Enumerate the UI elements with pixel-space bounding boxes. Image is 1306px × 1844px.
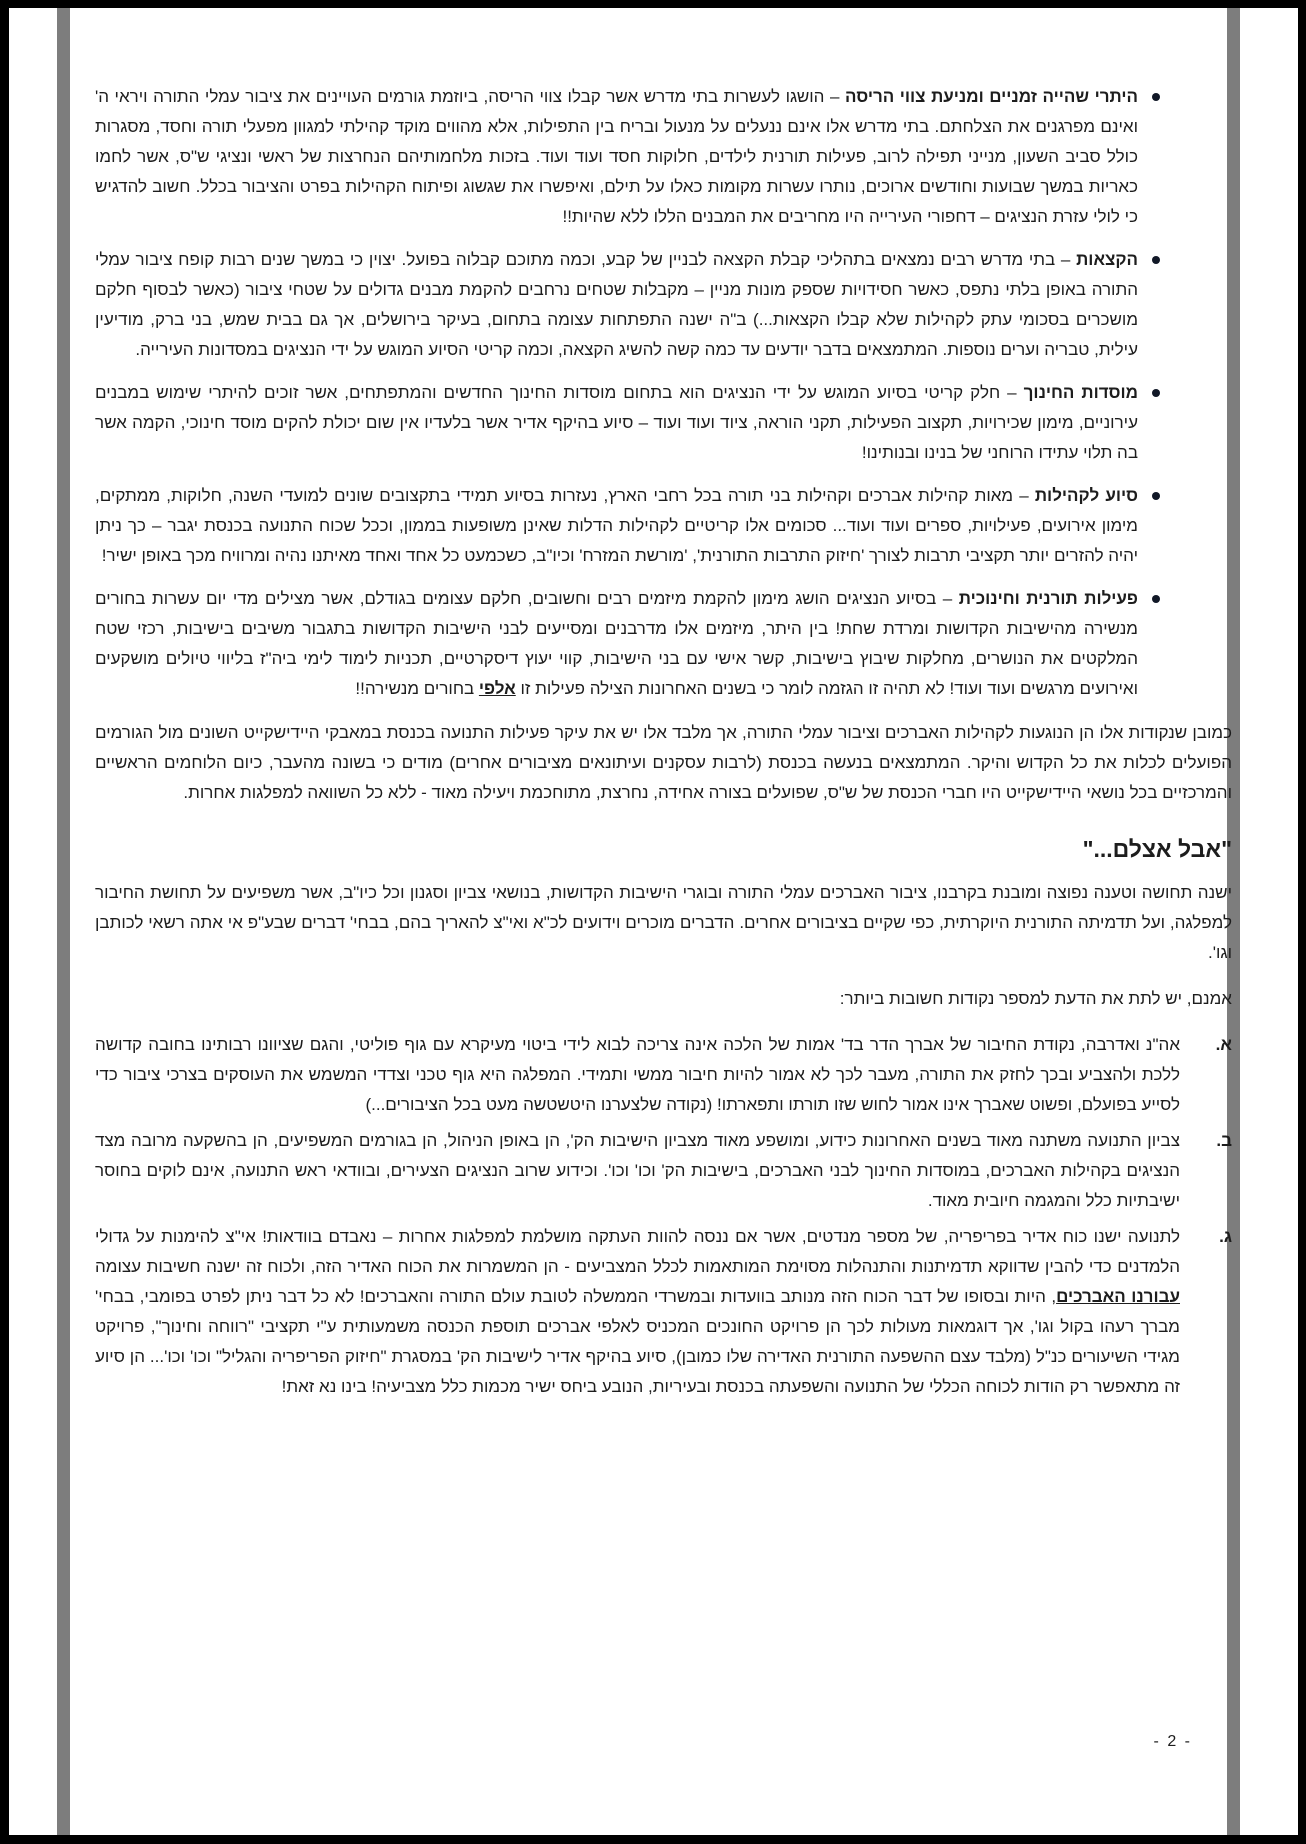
bullet-item-allocations xyxy=(95,245,1232,365)
point-letter: ג. xyxy=(1219,1227,1232,1246)
point-text: לתנועה ישנו כוח אדיר בפריפריה, של מספר מנדטים, אשר אם ננסה להוות העתקה מושלמת למפלגות אחרות – נאבדם בוודאות! אי"צ להימנות על גדולי הלמדנים כדי להבין שדווקא תדמיתנות והתנהלות מסוימת המותאמות לכלל המצביעים - הן המשמרות את הכוח האדיר הזה, ולכוח זה ישנה חשיבות עצומה עבורנו האברכים, היות ובסופו של דבר הכוח הזה מנותב בוועדות ובמשרדי הממשלה לטובת עולם התורה והאברכים! לא כל דבר ניתן לפרט בפומבי, בבחי' מברך רעהו בקול וגו', אך דוגמאות מעולות לכך הן פרויקט החונכים המכניס לאלפי אברכים תוספת הכנסה משמעותית ע"י תקציבי "רווחה וחינוך", פרויקט מגידי השיעורים כנ"ל (מלבד עצם ההשפעה התורנית האדירה שלו כמובן), סיוע בהיקף אדיר לישיבות הק' במסגרת "חיזוק הפריפריה והגליל" וכו' וכו'... הן סיוע זה מתאפשר רק הודות לכוחה הכללי של התנועה והשפעתה בכנסת ובעיריות, הנובע ביחס ישיר מכמות כלל מצביעיה! בינו נא זאת! xyxy=(95,1227,1180,1396)
bullet-item-demolition-orders xyxy=(95,82,1232,232)
point-letter: ב. xyxy=(1216,1131,1232,1150)
bullet-text: מוסדות החינוך – חלק קריטי בסיוע המוגש על ידי הנציגים הוא בתחום מוסדות החינוך החדשים והמתפתחים, אשר זוכים להיתרי שימוש במבנים עירוניים, מימון שכירויות, תקצוב הפעילות, תקני הוראה, ציוד ועוד ועוד – סיוע בהיקף אדיר אשר בלעדיו אין שום יכולת להקים מוסד חינוכי, הקמה אשר בה תלוי עתידו הרוחני של בנינו ובנותינו! xyxy=(95,383,1138,462)
bullet-item-community-aid xyxy=(95,481,1232,571)
bullet-text: היתרי שהייה זמניים ומניעת צווי הריסה – הושגו לעשרות בתי מדרש אשר קבלו צווי הריסה, ביוזמת גורמים העויינים את ציבור עמלי התורה ויראי ה' ואינם מפרגנים את הצלחתם. בתי מדרש אלו אינם ננעלים על מנעול ובריח בין התפילות, אלא מהווים מוקד קהילתי למגוון מפעלי תורה וחסד, מסגרות כולל סביב השעון, מנייני תפילה לרוב, פעילות תורנית לילדים, חלוקות חסד ועוד ועוד. בזכות מלחמותיהם הנחרצות של ראשי ונציגי ש"ס, אשר לחמו כאריות במשך שבועות וחודשים ארוכים, נותרו עשרות מקומות כאלו על תילם, ואיפשרו את שגשוג ופיתוח הקהילות בפרט והציבור בכלל. חשוב להדגיש כי לולי עזרת הנציגים – דחפורי העירייה היו מחריבים את המבנים הללו ללא שהיות!! xyxy=(95,87,1139,226)
document-page xyxy=(9,8,1298,1835)
bullet-icon xyxy=(1152,492,1160,500)
bullet-lead: היתרי שהייה זמניים ומניעת צווי הריסה xyxy=(845,87,1139,106)
bullet-icon xyxy=(1152,389,1160,397)
point-aleph xyxy=(95,1030,1232,1120)
point-gimel xyxy=(95,1222,1232,1402)
bullet-text: פעילות תורנית וחינוכית – בסיוע הנציגים הושג מימון להקמת מיזמים רבים וחשובים, חלקם עצומים בגודלם, אשר מצילים מדי יום עשרות בחורים מנשירה מהישיבות הקדושות ומרדת שחת! בין היתר, מיזמים אלו מדרבנים ומסייעים לבני הישיבות הקדושות בתגבור משיבים בישיבות, רכזי שטח המלקטים את הנושרים, מחלקות שיבוץ בישיבות, קשר אישי עם בני הישיבות, קווי יעוץ דיסקרטיים, תכניות לימוד לימי ביה"ז בליווי טיולים מושקעים ואירועים מרגשים ועוד ועוד! לא תהיה זו הגזמה לומר כי בשנים האחרונות הצילה פעילות זו אלפי בחורים מנשירה!! xyxy=(95,589,1139,698)
points-intro-line: אמנם, יש לתת את הדעת למספר נקודות חשובות ביותר: xyxy=(839,989,1232,1008)
page-number: - 2 - xyxy=(1153,1733,1192,1750)
section-heading: "אבל אצלם..." xyxy=(1082,836,1232,862)
point-text: אה"נ ואדרבה, נקודת החיבור של אברך הדר בד' אמות של הלכה אינה צריכה לבוא לידי ביטוי מעיקרא עם גוף פוליטי, והגם שציוונו רבותינו בחובה קדושה ללכת ולהצביע ובכך לחזק את התורה, מעבר לכך לא אמור להיות חיבור ממשי ותמידי. המפלגה היא גוף טכני וצדדי המשמש את העוסקים בצרכי ציבור כדי לסייע בפועלם, ופשוט שאברך אינו אמור לחוש שזו תורתו ותפארתו! (נקודה שלצערנו היטשטשה מעט בכל הציבורים...) xyxy=(95,1035,1180,1114)
bullet-icon xyxy=(1152,256,1160,264)
point-bet xyxy=(95,1126,1232,1216)
document-content xyxy=(95,82,1232,1408)
bullet-text: סיוע לקהילות – מאות קהילות אברכים וקהילות בני תורה בכל רחבי הארץ, נעזרות בסיוע תמידי בתקצובים שונים למועדי השנה, חלוקות, ממתקים, מימון אירועים, פעילויות, ספרים ועוד ועוד... סכומים אלו קריטיים לקהילות הדלות שאינן משופעות בממון, וככל שכוח התנועה בכנסת יגבר – כך ניתן יהיה להזרים יותר תקציבי תרבות לצורך 'חיזוק התרבות התורנית', 'מורשת המזרח' וכיו"ב, כשכמעט כל אחד ואחד מאיתנו נהיה ומרוויח מכך באופן ישיר! xyxy=(95,486,1138,565)
bullet-item-torah-educational-activity xyxy=(95,584,1232,704)
lettered-points-list xyxy=(95,1030,1232,1402)
bullet-lead: סיוע לקהילות xyxy=(1034,486,1138,505)
underlined-phrase: עבורנו האברכים xyxy=(1056,1287,1180,1306)
bullet-icon xyxy=(1152,93,1160,101)
underlined-word: אלפי xyxy=(478,679,516,698)
left-page-edge-bar xyxy=(57,8,70,1835)
point-letter: א. xyxy=(1215,1035,1232,1054)
bullet-lead: פעילות תורנית וחינוכית xyxy=(958,589,1139,608)
point-text: צביון התנועה משתנה מאוד בשנים האחרונות כידוע, ומושפע מאוד מצביון הישיבות הק', הן באופן הניהול, הן בגורמים המשפיעים, הן בהשקעה מרובה מצד הנציגים בקהילות האברכים, במוסדות החינוך לבני האברכים, בישיבות הק' וכו' וכו'. וכידוע שרוב הנציגים הצעירים, ובוודאי ראש התנועה, אינם לוקים בחוסר ישיבתיות כלל והמגמה חיובית מאוד. xyxy=(95,1131,1180,1210)
bullet-lead: הקצאות xyxy=(1076,250,1138,269)
bullet-lead: מוסדות החינוך xyxy=(1023,383,1138,402)
bullet-text: הקצאות – בתי מדרש רבים נמצאים בתהליכי קבלת הקצאה לבניין של קבע, וכמה מתוכם קבלוה בפועל. יצוין כי במשך שנים רבות קופח ציבור עמלי התורה באופן בלתי נתפס, כאשר חסידויות שספק מונות מניין – מקבלות שטחים נרחבים להקמת מבנים גדולים על שטחי ציבור (כאשר לבסוף חלקם מושכרים בסכומי עתק לקהילות שלא קבלו הקצאות...) ב"ה ישנה התפתחות עצומה בתחום, בעיקר בירושלים, אך גם בבית שמש, בני ברק, מודיעין עילית, טבריה וערים נוספות. המתמצאים בדבר יודעים עד כמה קשה להשיג הקצאה, וכמה קריטי הסיוע המוגש על ידי הנציגים במסדונות העירייה. xyxy=(95,250,1138,359)
bullet-item-education-institutions xyxy=(95,378,1232,468)
feeling-paragraph: ישנה תחושה וטענה נפוצה ומובנת בקרבנו, ציבור האברכים עמלי התורה ובוגרי הישיבות הקדושות, בנושאי צביון וסגנון וכל כיו"ב, אשר משפיעים על תחושת החיבור למפלגה, ועל תדמיתה התורנית היוקרתית, כפי שקיים בציבורים אחרים. הדברים מוכרים וידועים לכ"א ואי"צ להאריך בהם, בבחי' דברים שבע"פ אי אתה רשאי לכותבן וגו'. xyxy=(95,883,1232,962)
bullet-icon xyxy=(1152,595,1160,603)
summary-paragraph: כמובן שנקודות אלו הן הנוגעות לקהילות האברכים וציבור עמלי התורה, אך מלבד אלו יש את עיקר פעילות התנועה בכנסת במאבקי היידישקייט השונים מול הגורמים הפועלים לכלות את כל הקדוש והיקר. המתמצאים בנעשה בכנסת (לרבות עסקנים ועיתונאים מציבורים אחרים) מודים כי בשונה מהעבר, כיום הלוחמים הראשיים והמרכזיים בכל נושאי היידישקייט היו חברי הכנסת של ש"ס, שפועלים בצורה אחידה, נחרצת, מתוחכמת ויעילה מאוד - ללא כל השוואה למפלגות אחרות. xyxy=(95,723,1232,802)
